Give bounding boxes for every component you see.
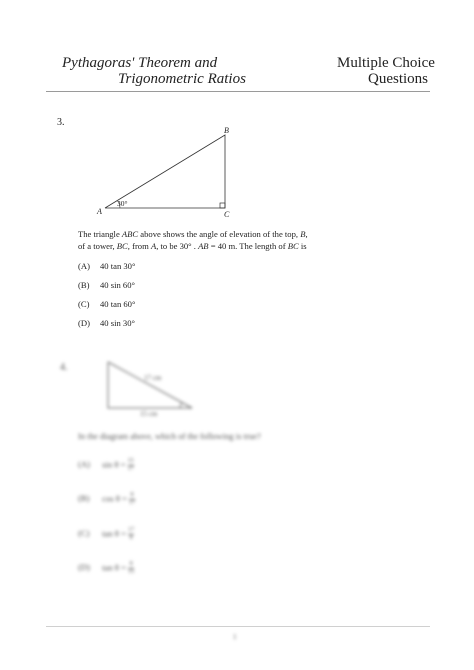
document-title-line-2: Trigonometric Ratios — [118, 71, 246, 87]
section-label-line-1: Multiple Choice — [337, 55, 435, 71]
page-number: 1 — [233, 633, 237, 641]
question-3-option-a[interactable]: (A) 40 tan 30° — [78, 261, 136, 271]
question-3-text — [78, 228, 438, 252]
angle-label: 30° — [117, 199, 128, 208]
question-4-number: 4. — [60, 362, 68, 373]
fraction: $\frac{8}{17}$ — [129, 492, 136, 506]
triangle-abc — [105, 135, 225, 208]
question-3-number: 3. — [57, 117, 65, 128]
question-4-option-b[interactable]: (B) $\cos \theta = \frac{8}{17}$ — [78, 492, 136, 506]
header-divider — [46, 91, 430, 92]
question-3-text-line-2: of a tower, BC, from A, to be 30° . AB = 40 m. The length of BC is — [78, 241, 307, 251]
vertex-b-label: B — [224, 126, 229, 135]
question-3-option-b[interactable]: (B) 40 sin 60° — [78, 280, 135, 290]
base-label: 15 cm — [140, 410, 158, 418]
question-3-option-c[interactable]: (C) 40 tan 60° — [78, 299, 136, 309]
question-4-option-c[interactable]: (C) $\tan \theta = \frac{17}{8}$ — [78, 527, 135, 541]
question-3-triangle-diagram — [95, 120, 240, 220]
footer-divider — [46, 626, 430, 627]
section-label-line-2: Questions — [368, 71, 428, 87]
question-4-triangle-diagram — [100, 358, 205, 418]
question-3-option-d[interactable]: (D) 40 sin 30° — [78, 318, 135, 328]
hypotenuse-label: 17 cm — [144, 374, 162, 382]
question-3-text-line-1: The triangle ABC above shows the angle of elevation of the top, B, — [78, 229, 308, 239]
vertex-c-label: C — [224, 210, 230, 219]
triangle-shape — [108, 362, 192, 408]
question-4-option-d[interactable]: (D) $\tan \theta = \frac{8}{15}$ — [78, 561, 135, 575]
document-title-line-1: Pythagoras' Theorem and — [62, 55, 218, 71]
right-angle-marker — [220, 203, 225, 208]
question-4-text: In the diagram above, which of the following is true? — [78, 431, 261, 441]
vertex-a-label: A — [97, 207, 102, 216]
fraction: $\frac{15}{17}$ — [127, 458, 134, 472]
fraction: $\frac{8}{15}$ — [128, 561, 135, 575]
theta-arc — [180, 402, 182, 408]
question-4-option-a[interactable]: (A) $\sin \theta = \frac{15}{17}$ — [78, 458, 134, 472]
fraction: $\frac{17}{8}$ — [128, 527, 135, 541]
